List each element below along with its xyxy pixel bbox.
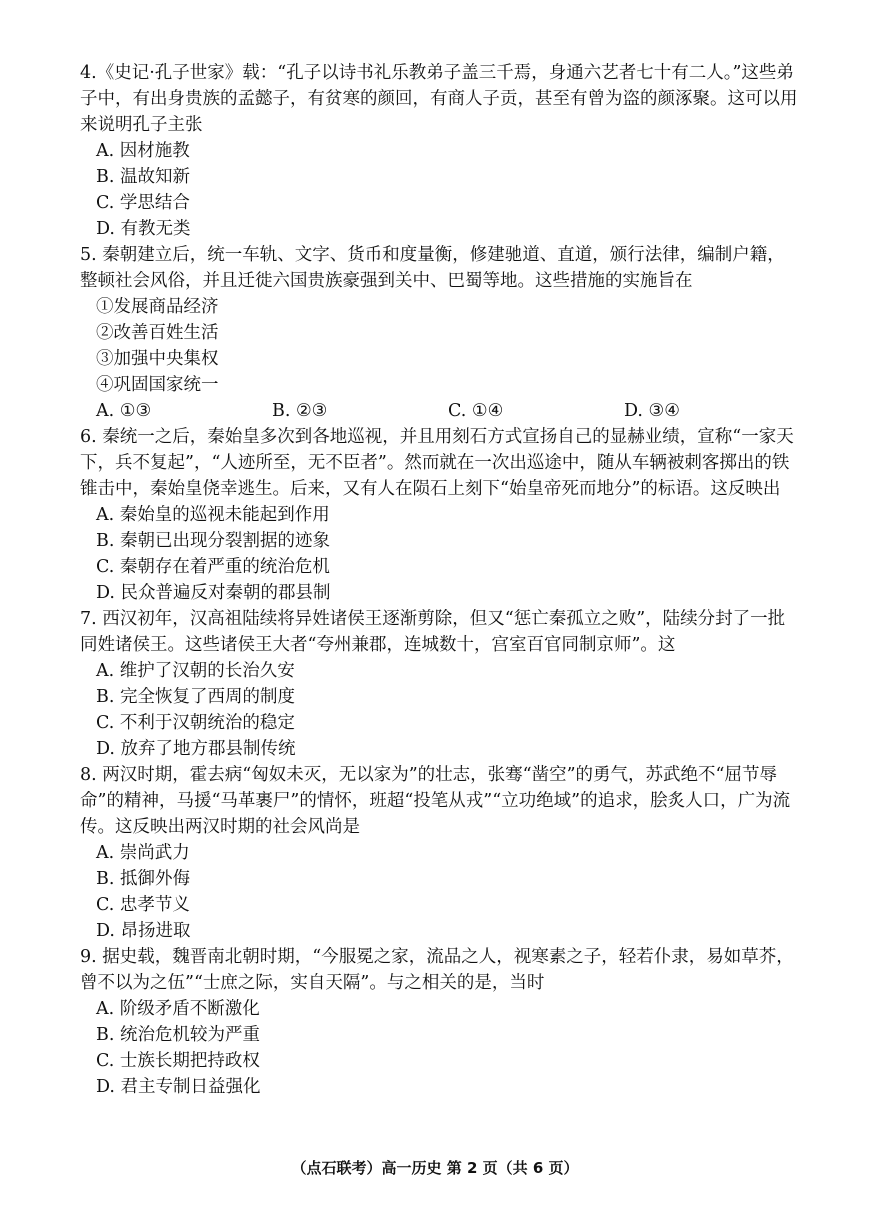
option-c: C. 忠孝节义 bbox=[96, 895, 190, 915]
option-c: C. 不利于汉朝统治的稳定 bbox=[96, 713, 295, 733]
option-b: B. 温故知新 bbox=[96, 167, 190, 187]
option-d: D. 民众普遍反对秦朝的郡县制 bbox=[96, 583, 331, 603]
option-d: D. 君主专制日益强化 bbox=[96, 1077, 261, 1097]
question-7 bbox=[80, 606, 800, 762]
option-b: B. 秦朝已出现分裂割据的迹象 bbox=[96, 531, 330, 551]
option-c: C. 学思结合 bbox=[96, 193, 190, 213]
question-9 bbox=[80, 944, 800, 1100]
numbered-item-2: ②改善百姓生活 bbox=[96, 323, 219, 343]
option-c: C. 士族长期把持政权 bbox=[96, 1051, 260, 1071]
option-a: A. 秦始皇的巡视未能起到作用 bbox=[96, 505, 330, 525]
option-d: D. 昂扬进取 bbox=[96, 921, 191, 941]
option-list bbox=[80, 996, 800, 1100]
question-8 bbox=[80, 762, 800, 944]
option-list bbox=[96, 398, 800, 424]
option-d: D. ③④ bbox=[624, 401, 680, 421]
question-stem: 6. 秦统一之后，秦始皇多次到各地巡视，并且用刻石方式宣扬自己的显赫业绩，宣称“一家天下，兵不复起”，“人迹所至，无不臣者”。然而就在一次出巡途中，随从车辆被刺客掷出的铁锥击中，秦始皇侥幸逃生。后来，又有人在陨石上刻下“始皇帝死而地分”的标语。这反映出 bbox=[80, 427, 794, 499]
option-c: C. ①④ bbox=[448, 401, 504, 421]
question-6 bbox=[80, 424, 800, 606]
question-stem: 5. 秦朝建立后，统一车轨、文字、货币和度量衡，修建驰道、直道，颁行法律，编制户籍，整顿社会风俗，并且迁徙六国贵族豪强到关中、巴蜀等地。这些措施的实施旨在 bbox=[80, 245, 785, 291]
option-b: B. ②③ bbox=[272, 401, 328, 421]
question-stem: 9. 据史载，魏晋南北朝时期，“今服冕之家，流品之人，视寒素之子，轻若仆隶，易如草芥，曾不以为之伍”“士庶之际，实自天隔”。与之相关的是，当时 bbox=[80, 947, 794, 993]
option-a: A. ①③ bbox=[96, 401, 152, 421]
numbered-item-3: ③加强中央集权 bbox=[96, 349, 219, 369]
question-stem: 7. 西汉初年，汉高祖陆续将异姓诸侯王逐渐剪除，但又“惩亡秦孤立之败”，陆续分封了一批同姓诸侯王。这些诸侯王大者“夸州兼郡，连城数十，宫室百官同制京师”。这 bbox=[80, 609, 786, 655]
question-list bbox=[80, 60, 800, 1100]
option-list bbox=[80, 138, 800, 242]
option-b: B. 统治危机较为严重 bbox=[96, 1025, 260, 1045]
option-list bbox=[80, 658, 800, 762]
question-5 bbox=[80, 242, 800, 424]
page-footer: （点石联考）高一历史 第 2 页（共 6 页） bbox=[291, 1159, 579, 1177]
question-4 bbox=[80, 60, 800, 242]
option-b: B. 抵御外侮 bbox=[96, 869, 190, 889]
numbered-item-list bbox=[80, 294, 800, 398]
option-a: A. 维护了汉朝的长治久安 bbox=[96, 661, 295, 681]
option-a: A. 崇尚武力 bbox=[96, 843, 190, 863]
option-list bbox=[80, 502, 800, 606]
option-b: B. 完全恢复了西周的制度 bbox=[96, 687, 295, 707]
option-c: C. 秦朝存在着严重的统治危机 bbox=[96, 557, 330, 577]
numbered-item-4: ④巩固国家统一 bbox=[96, 375, 219, 395]
question-stem: 8. 两汉时期，霍去病“匈奴未灭，无以家为”的壮志，张骞“凿空”的勇气，苏武绝不“屈节辱命”的精神，马援“马革裹尸”的情怀，班超“投笔从戎”“立功绝域”的追求，脍炙人口，广为流传。这反映出两汉时期的社会风尚是 bbox=[80, 765, 791, 837]
option-d: D. 有教无类 bbox=[96, 219, 191, 239]
numbered-item-1: ①发展商品经济 bbox=[96, 297, 219, 317]
question-stem: 4.《史记·孔子世家》载：“孔子以诗书礼乐教弟子盖三千焉，身通六艺者七十有二人。”这些弟子中，有出身贵族的孟懿子，有贫寒的颜回，有商人子贡，甚至有曾为盗的颜涿聚。这可以用来说明孔子主张 bbox=[80, 63, 798, 135]
option-a: A. 阶级矛盾不断激化 bbox=[96, 999, 260, 1019]
option-list bbox=[80, 840, 800, 944]
option-a: A. 因材施教 bbox=[96, 141, 190, 161]
option-d: D. 放弃了地方郡县制传统 bbox=[96, 739, 296, 759]
